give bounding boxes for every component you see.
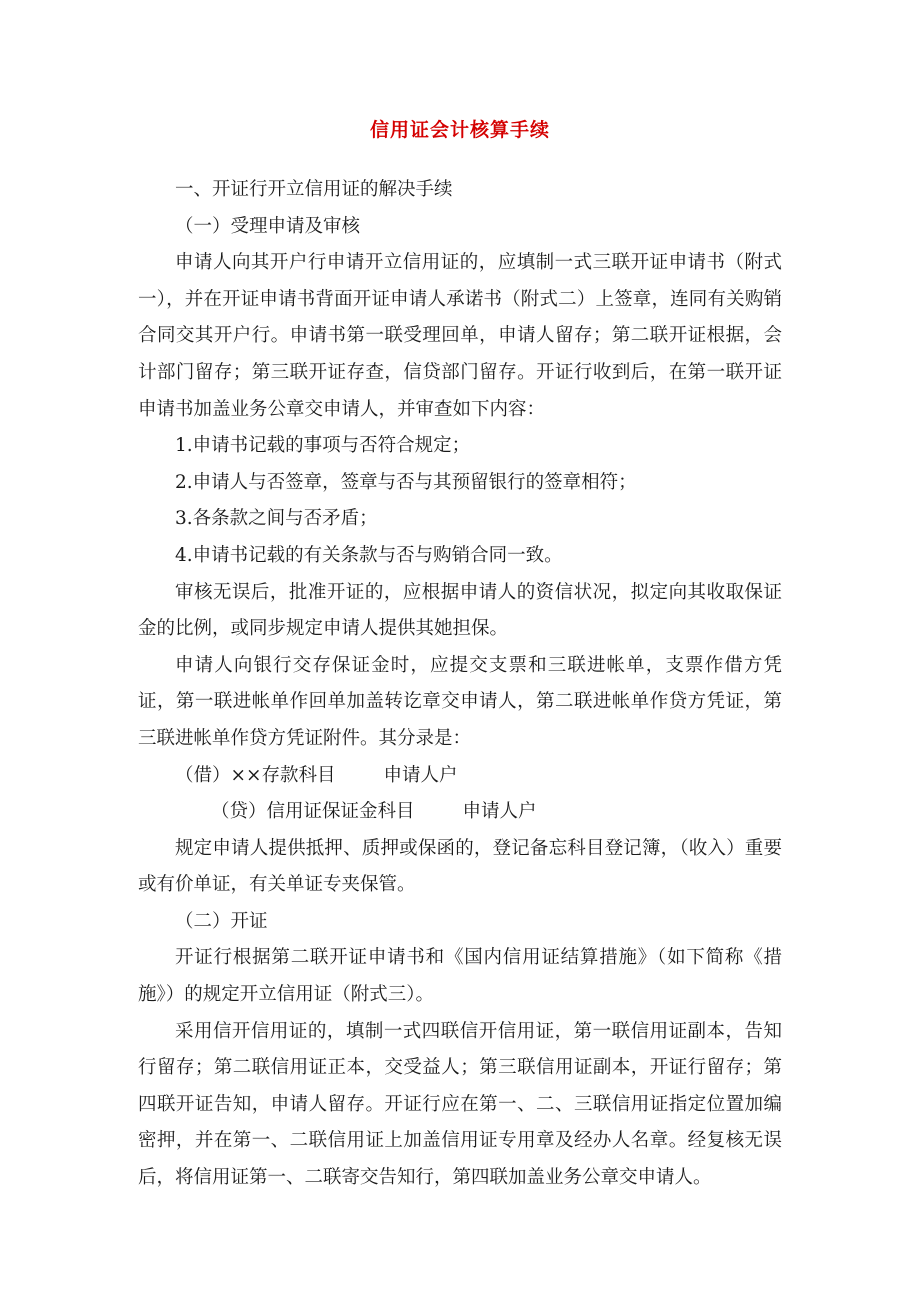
document-title: 信用证会计核算手续: [369, 119, 550, 141]
debit-account-label: （借）××存款科目: [175, 764, 336, 786]
paragraph: 规定申请人提供抵押、质押或保函的，登记备忘科目登记簿，（收入）重要或有价单证，有关单证专夹保管。: [138, 837, 782, 896]
paragraph: 采用信开信用证的，填制一式四联信开信用证，第一联信用证副本，告知行留存；第二联信用证正本，交受益人；第三联信用证副本，开证行留存；第四联开证告知，申请人留存。开证行应在第一、二、三联信用证指定位置加编密押，并在第一、二联信用证上加盖信用证专用章及经办人名章。经复核无误后，将信用证第一、二联寄交告知行，第四联加盖业务公章交申请人。: [138, 1020, 782, 1189]
paragraph: 审核无误后，批准开证的，应根据申请人的资信状况，拟定向其收取保证金的比例，或同步规定申请人提供其她担保。: [138, 581, 782, 640]
list-item: 3.各条款之间与否矛盾；: [175, 508, 378, 530]
paragraph: 申请人向银行交存保证金时，应提交支票和三联进帐单，支票作借方凭证，第一联进帐单作回单加盖转讫章交申请人，第二联进帐单作贷方凭证，第三联进帐单作贷方凭证附件。其分录是：: [138, 654, 782, 749]
debit-account-holder: 申请人户: [383, 764, 458, 786]
journal-entry-credit: [138, 794, 782, 831]
credit-account-holder: 申请人户: [462, 801, 537, 823]
subsection-heading: （一）受理申请及审核: [175, 215, 361, 237]
list-item: 2.申请人与否签章，签章与否与其预留银行的签章相符；: [175, 471, 637, 493]
credit-account-label: （贷）信用证保证金科目: [211, 801, 415, 823]
journal-entry-debit: [138, 758, 782, 795]
paragraph: 申请人向其开户行申请开立信用证的，应填制一式三联开证申请书（附式一），并在开证申请书背面开证申请人承诺书（附式二）上签章，连同有关购销合同交其开户行。申请书第一联受理回单，申请人留存；第二联开证根据，会计部门留存；第三联开证存查，信贷部门留存。开证行收到后，在第一联开证申请书加盖业务公章交申请人，并审查如下内容：: [138, 252, 782, 420]
list-item: 1.申请书记载的事项与否符合规定；: [175, 435, 471, 457]
document-body: [138, 172, 782, 1197]
list-item: 4.申请书记载的有关条款与否与购销合同一致。: [175, 544, 563, 566]
paragraph: 开证行根据第二联开证申请书和《国内信用证结算措施》（如下简称《措施》）的规定开立信用证（附式三）。: [138, 947, 782, 1006]
subsection-heading: （二）开证: [175, 910, 268, 932]
section-heading: 一、开证行开立信用证的解决手续: [175, 179, 453, 200]
